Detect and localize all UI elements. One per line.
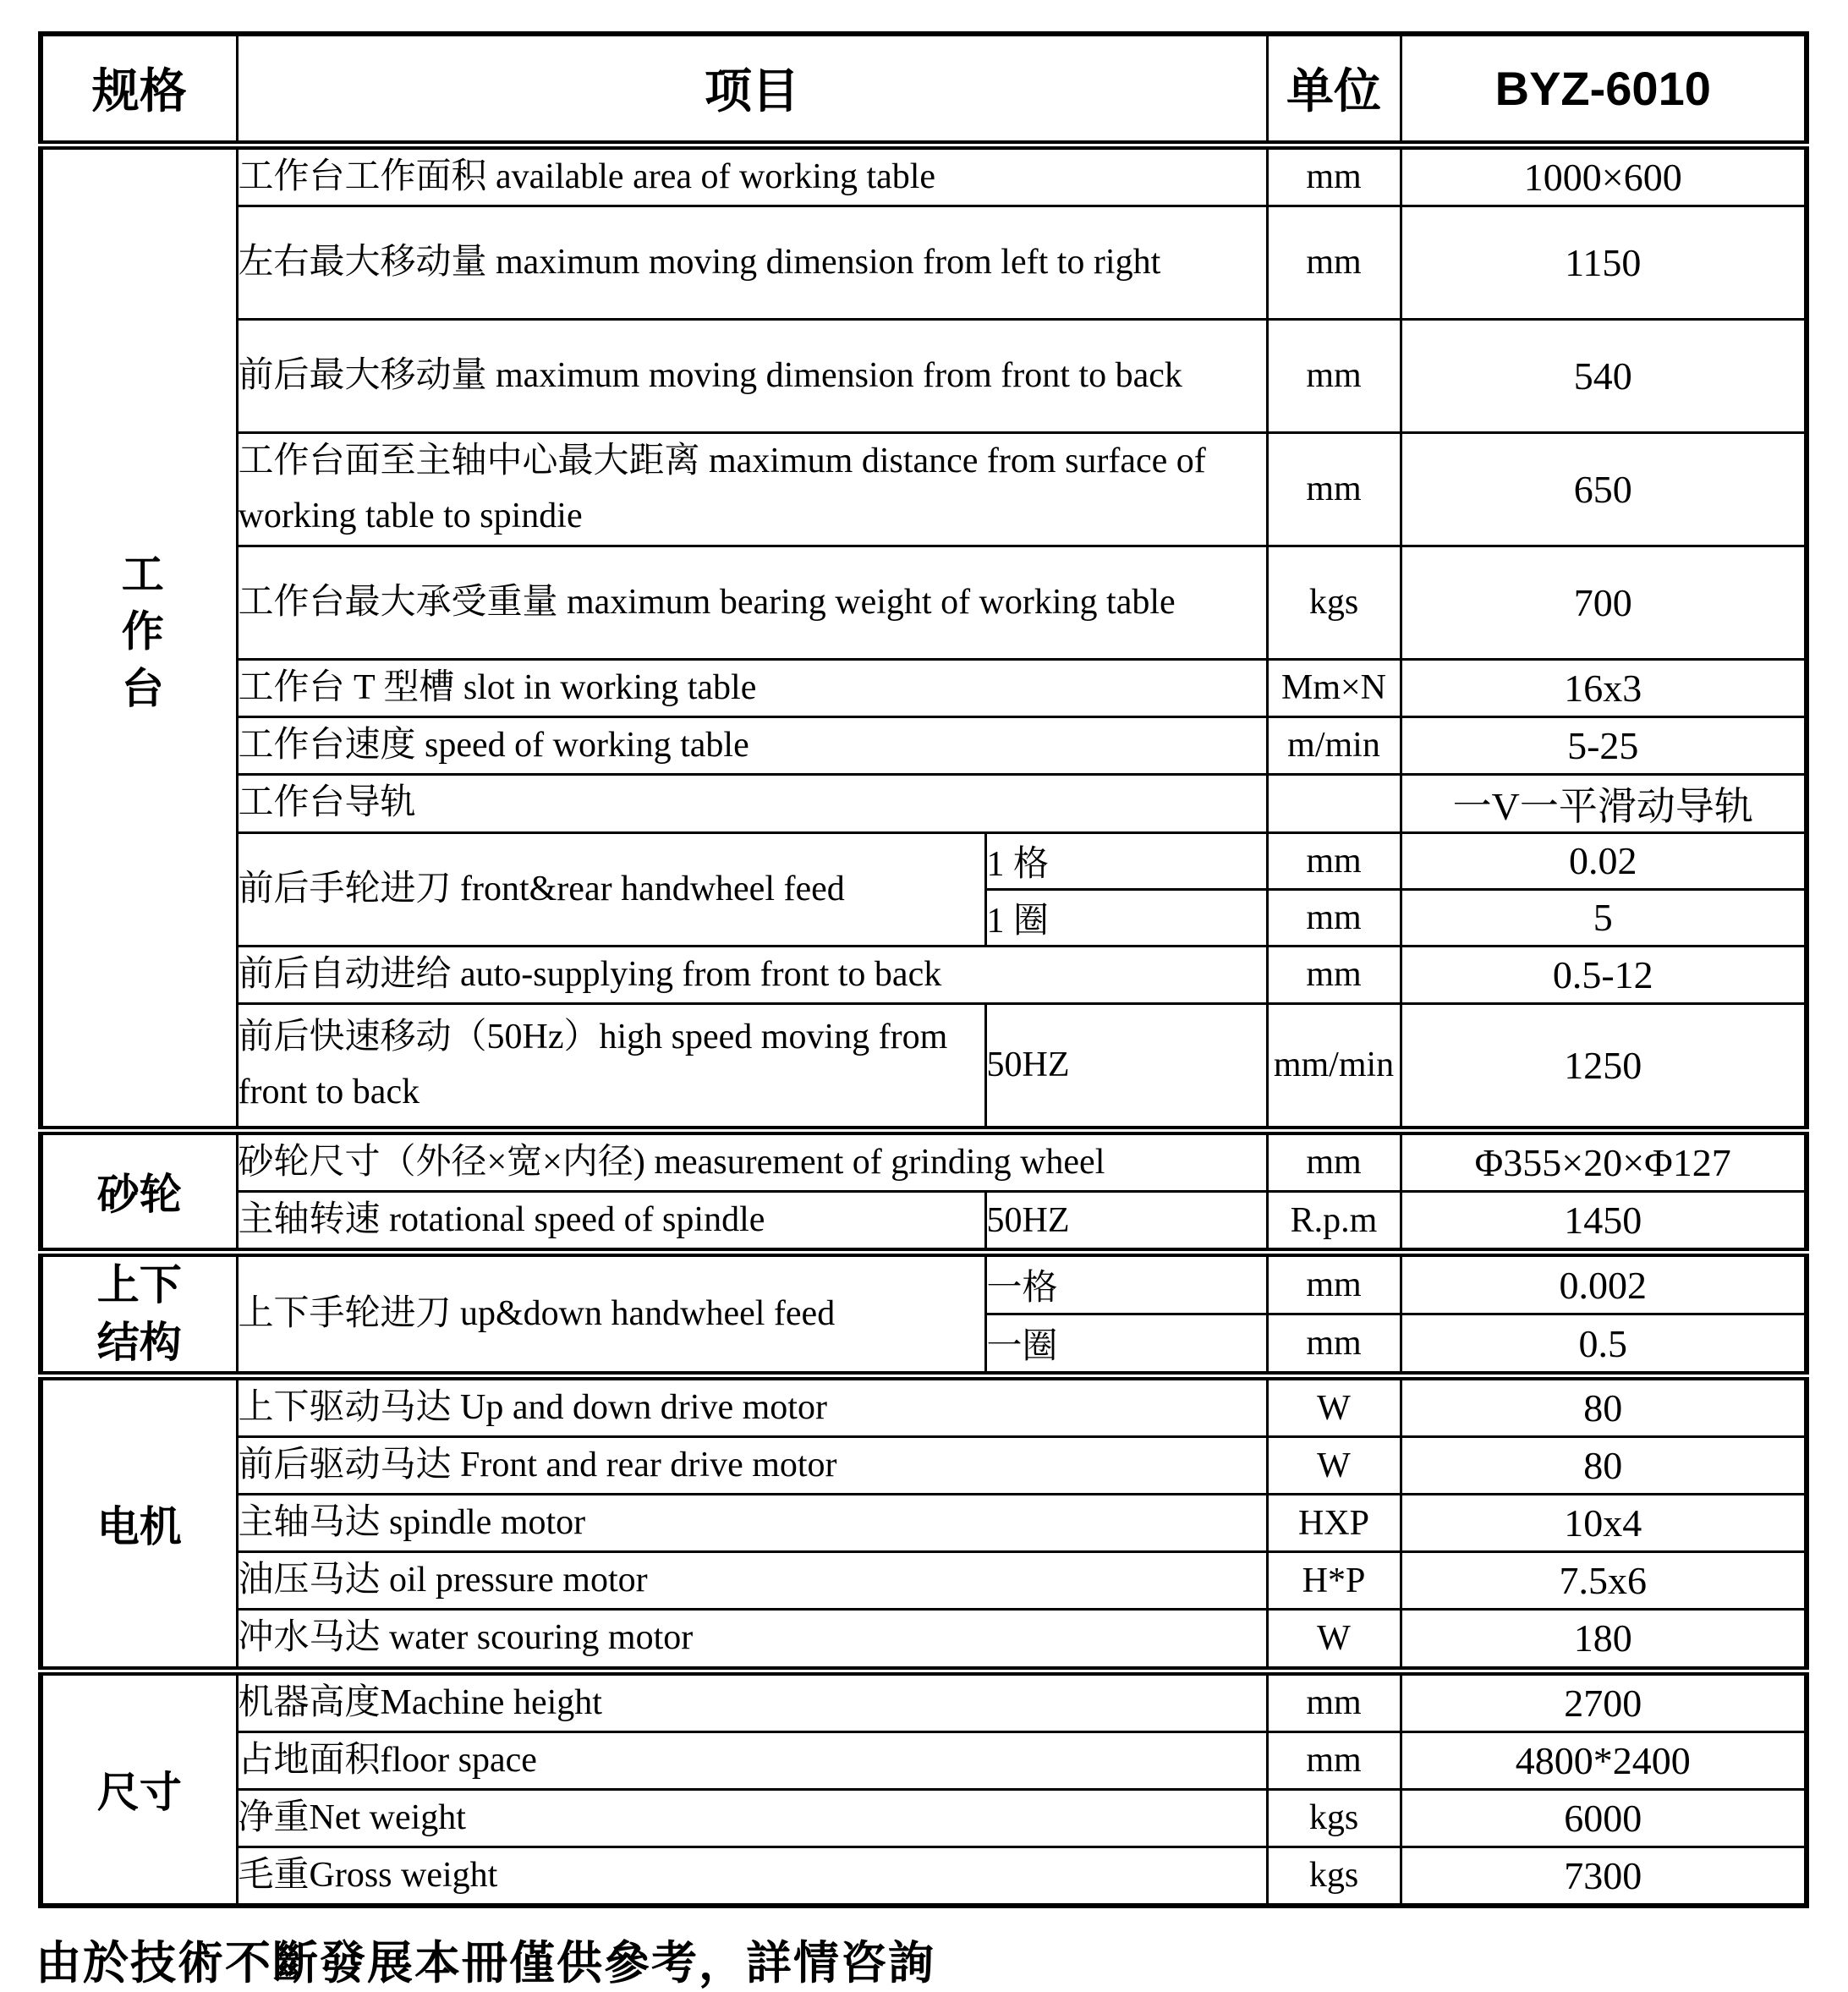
value-cell: 650 bbox=[1401, 432, 1807, 546]
table-row bbox=[41, 1495, 1807, 1552]
table-row bbox=[41, 1731, 1807, 1789]
unit-cell: mm bbox=[1267, 946, 1401, 1003]
value-cell: 1450 bbox=[1401, 1191, 1807, 1252]
header-spec-cell: 规格 bbox=[41, 34, 237, 145]
header-model-cell: BYZ-6010 bbox=[1401, 34, 1807, 145]
unit-cell: Mm×N bbox=[1267, 659, 1401, 716]
unit-cell bbox=[1267, 774, 1401, 832]
header-item-cell: 项目 bbox=[237, 34, 1267, 145]
value-cell: 5-25 bbox=[1401, 716, 1807, 774]
value-cell: 4800*2400 bbox=[1401, 1731, 1807, 1789]
section-label-text: 电机 bbox=[96, 1502, 182, 1550]
table-row bbox=[41, 1552, 1807, 1610]
qualifier-cell: 50HZ bbox=[985, 1003, 1267, 1130]
item-cell: 左右最大移动量 maximum moving dimension from left to right bbox=[237, 206, 1267, 319]
item-cell: 前后手轮进刀 front&rear handwheel feed bbox=[237, 832, 985, 946]
value-cell: 10x4 bbox=[1401, 1495, 1807, 1552]
unit-cell: W bbox=[1267, 1610, 1401, 1671]
value-cell: 一V一平滑动导轨 bbox=[1401, 774, 1807, 832]
section-label-text: 尺寸 bbox=[96, 1769, 182, 1817]
value-cell: 80 bbox=[1401, 1376, 1807, 1437]
unit-cell: R.p.m bbox=[1267, 1191, 1401, 1252]
spec-table bbox=[38, 31, 1809, 1908]
table-row bbox=[41, 1003, 1807, 1130]
value-cell: 0.002 bbox=[1401, 1253, 1807, 1314]
item-cell: 工作台最大承受重量 maximum bearing weight of working table bbox=[237, 546, 1267, 659]
unit-cell: kgs bbox=[1267, 546, 1401, 659]
qualifier-cell: 50HZ bbox=[985, 1191, 1267, 1252]
item-cell: 占地面积floor space bbox=[237, 1731, 1267, 1789]
item-cell: 毛重Gross weight bbox=[237, 1847, 1267, 1906]
item-cell: 工作台面至主轴中心最大距离 maximum distance from surface of working table to spindie bbox=[237, 432, 1267, 546]
table-row bbox=[41, 716, 1807, 774]
section-label-grinding-wheel bbox=[41, 1130, 237, 1252]
table-row bbox=[41, 1789, 1807, 1847]
header-row bbox=[41, 34, 1807, 145]
table-row bbox=[41, 319, 1807, 432]
value-cell: 180 bbox=[1401, 1610, 1807, 1671]
item-cell: 前后自动进给 auto-supplying from front to back bbox=[237, 946, 1267, 1003]
unit-cell: mm bbox=[1267, 832, 1401, 889]
footer-note: 由於技術不斷發展本冊僅供參考，詳情咨詢 bbox=[36, 1937, 935, 1989]
item-cell: 冲水马达 water scouring motor bbox=[237, 1610, 1267, 1671]
unit-cell: mm bbox=[1267, 1253, 1401, 1314]
value-cell: 1250 bbox=[1401, 1003, 1807, 1130]
table-row bbox=[41, 145, 1807, 206]
value-cell: 540 bbox=[1401, 319, 1807, 432]
value-cell: 0.5 bbox=[1401, 1314, 1807, 1376]
item-cell: 工作台 T 型槽 slot in working table bbox=[237, 659, 1267, 716]
unit-cell: W bbox=[1267, 1376, 1401, 1437]
value-cell: 5 bbox=[1401, 889, 1807, 946]
table-row bbox=[41, 1671, 1807, 1731]
item-cell: 前后最大移动量 maximum moving dimension from front to back bbox=[237, 319, 1267, 432]
table-row bbox=[41, 546, 1807, 659]
item-cell: 前后驱动马达 Front and rear drive motor bbox=[237, 1437, 1267, 1495]
value-cell: 0.02 bbox=[1401, 832, 1807, 889]
table-row bbox=[41, 1610, 1807, 1671]
value-cell: Φ355×20×Φ127 bbox=[1401, 1130, 1807, 1191]
unit-cell: mm bbox=[1267, 432, 1401, 546]
unit-cell: W bbox=[1267, 1437, 1401, 1495]
unit-cell: HXP bbox=[1267, 1495, 1401, 1552]
value-cell: 1000×600 bbox=[1401, 145, 1807, 206]
unit-cell: mm bbox=[1267, 1731, 1401, 1789]
value-cell: 6000 bbox=[1401, 1789, 1807, 1847]
header-unit-cell: 单位 bbox=[1267, 34, 1401, 145]
section-label-text: 砂轮 bbox=[96, 1171, 182, 1219]
table-row bbox=[41, 1253, 1807, 1314]
item-cell: 前后快速移动（50Hz）high speed moving from front to back bbox=[237, 1003, 985, 1130]
table-row bbox=[41, 1376, 1807, 1437]
qualifier-cell: 一格 bbox=[985, 1253, 1267, 1314]
value-cell: 700 bbox=[1401, 546, 1807, 659]
table-row bbox=[41, 1847, 1807, 1906]
item-cell: 主轴转速 rotational speed of spindle bbox=[237, 1191, 985, 1252]
unit-cell: mm/min bbox=[1267, 1003, 1401, 1130]
table-row bbox=[41, 1191, 1807, 1252]
qualifier-cell: 一圈 bbox=[985, 1314, 1267, 1376]
value-cell: 16x3 bbox=[1401, 659, 1807, 716]
section-label-up-down-structure bbox=[41, 1253, 237, 1376]
unit-cell: mm bbox=[1267, 145, 1401, 206]
spec-sheet-page bbox=[0, 31, 1848, 1989]
table-row bbox=[41, 946, 1807, 1003]
value-cell: 7300 bbox=[1401, 1847, 1807, 1906]
item-cell: 上下驱动马达 Up and down drive motor bbox=[237, 1376, 1267, 1437]
unit-cell: mm bbox=[1267, 319, 1401, 432]
unit-cell: mm bbox=[1267, 1671, 1401, 1731]
unit-cell: H*P bbox=[1267, 1552, 1401, 1610]
table-row bbox=[41, 1437, 1807, 1495]
section-label-text: 上下结构 bbox=[96, 1261, 182, 1366]
qualifier-cell: 1 格 bbox=[985, 832, 1267, 889]
item-cell: 上下手轮进刀 up&down handwheel feed bbox=[237, 1253, 985, 1376]
table-row bbox=[41, 432, 1807, 546]
item-cell: 工作台速度 speed of working table bbox=[237, 716, 1267, 774]
section-label-text: 工作台 bbox=[115, 552, 163, 723]
unit-cell: kgs bbox=[1267, 1847, 1401, 1906]
unit-cell: mm bbox=[1267, 1314, 1401, 1376]
item-cell: 工作台导轨 bbox=[237, 774, 1267, 832]
table-row bbox=[41, 206, 1807, 319]
table-row bbox=[41, 1130, 1807, 1191]
item-cell: 油压马达 oil pressure motor bbox=[237, 1552, 1267, 1610]
table-row bbox=[41, 659, 1807, 716]
item-cell: 砂轮尺寸（外径×宽×内径) measurement of grinding wheel bbox=[237, 1130, 1267, 1191]
unit-cell: kgs bbox=[1267, 1789, 1401, 1847]
table-row bbox=[41, 774, 1807, 832]
value-cell: 80 bbox=[1401, 1437, 1807, 1495]
item-cell: 净重Net weight bbox=[237, 1789, 1267, 1847]
unit-cell: mm bbox=[1267, 889, 1401, 946]
item-cell: 工作台工作面积 available area of working table bbox=[237, 145, 1267, 206]
table-row bbox=[41, 832, 1807, 889]
unit-cell: m/min bbox=[1267, 716, 1401, 774]
unit-cell: mm bbox=[1267, 206, 1401, 319]
value-cell: 1150 bbox=[1401, 206, 1807, 319]
value-cell: 2700 bbox=[1401, 1671, 1807, 1731]
item-cell: 主轴马达 spindle motor bbox=[237, 1495, 1267, 1552]
unit-cell: mm bbox=[1267, 1130, 1401, 1191]
value-cell: 0.5-12 bbox=[1401, 946, 1807, 1003]
section-label-dimensions bbox=[41, 1671, 237, 1906]
section-label-motor bbox=[41, 1376, 237, 1671]
value-cell: 7.5x6 bbox=[1401, 1552, 1807, 1610]
item-cell: 机器高度Machine height bbox=[237, 1671, 1267, 1731]
qualifier-cell: 1 圈 bbox=[985, 889, 1267, 946]
section-label-working-table bbox=[41, 145, 237, 1130]
